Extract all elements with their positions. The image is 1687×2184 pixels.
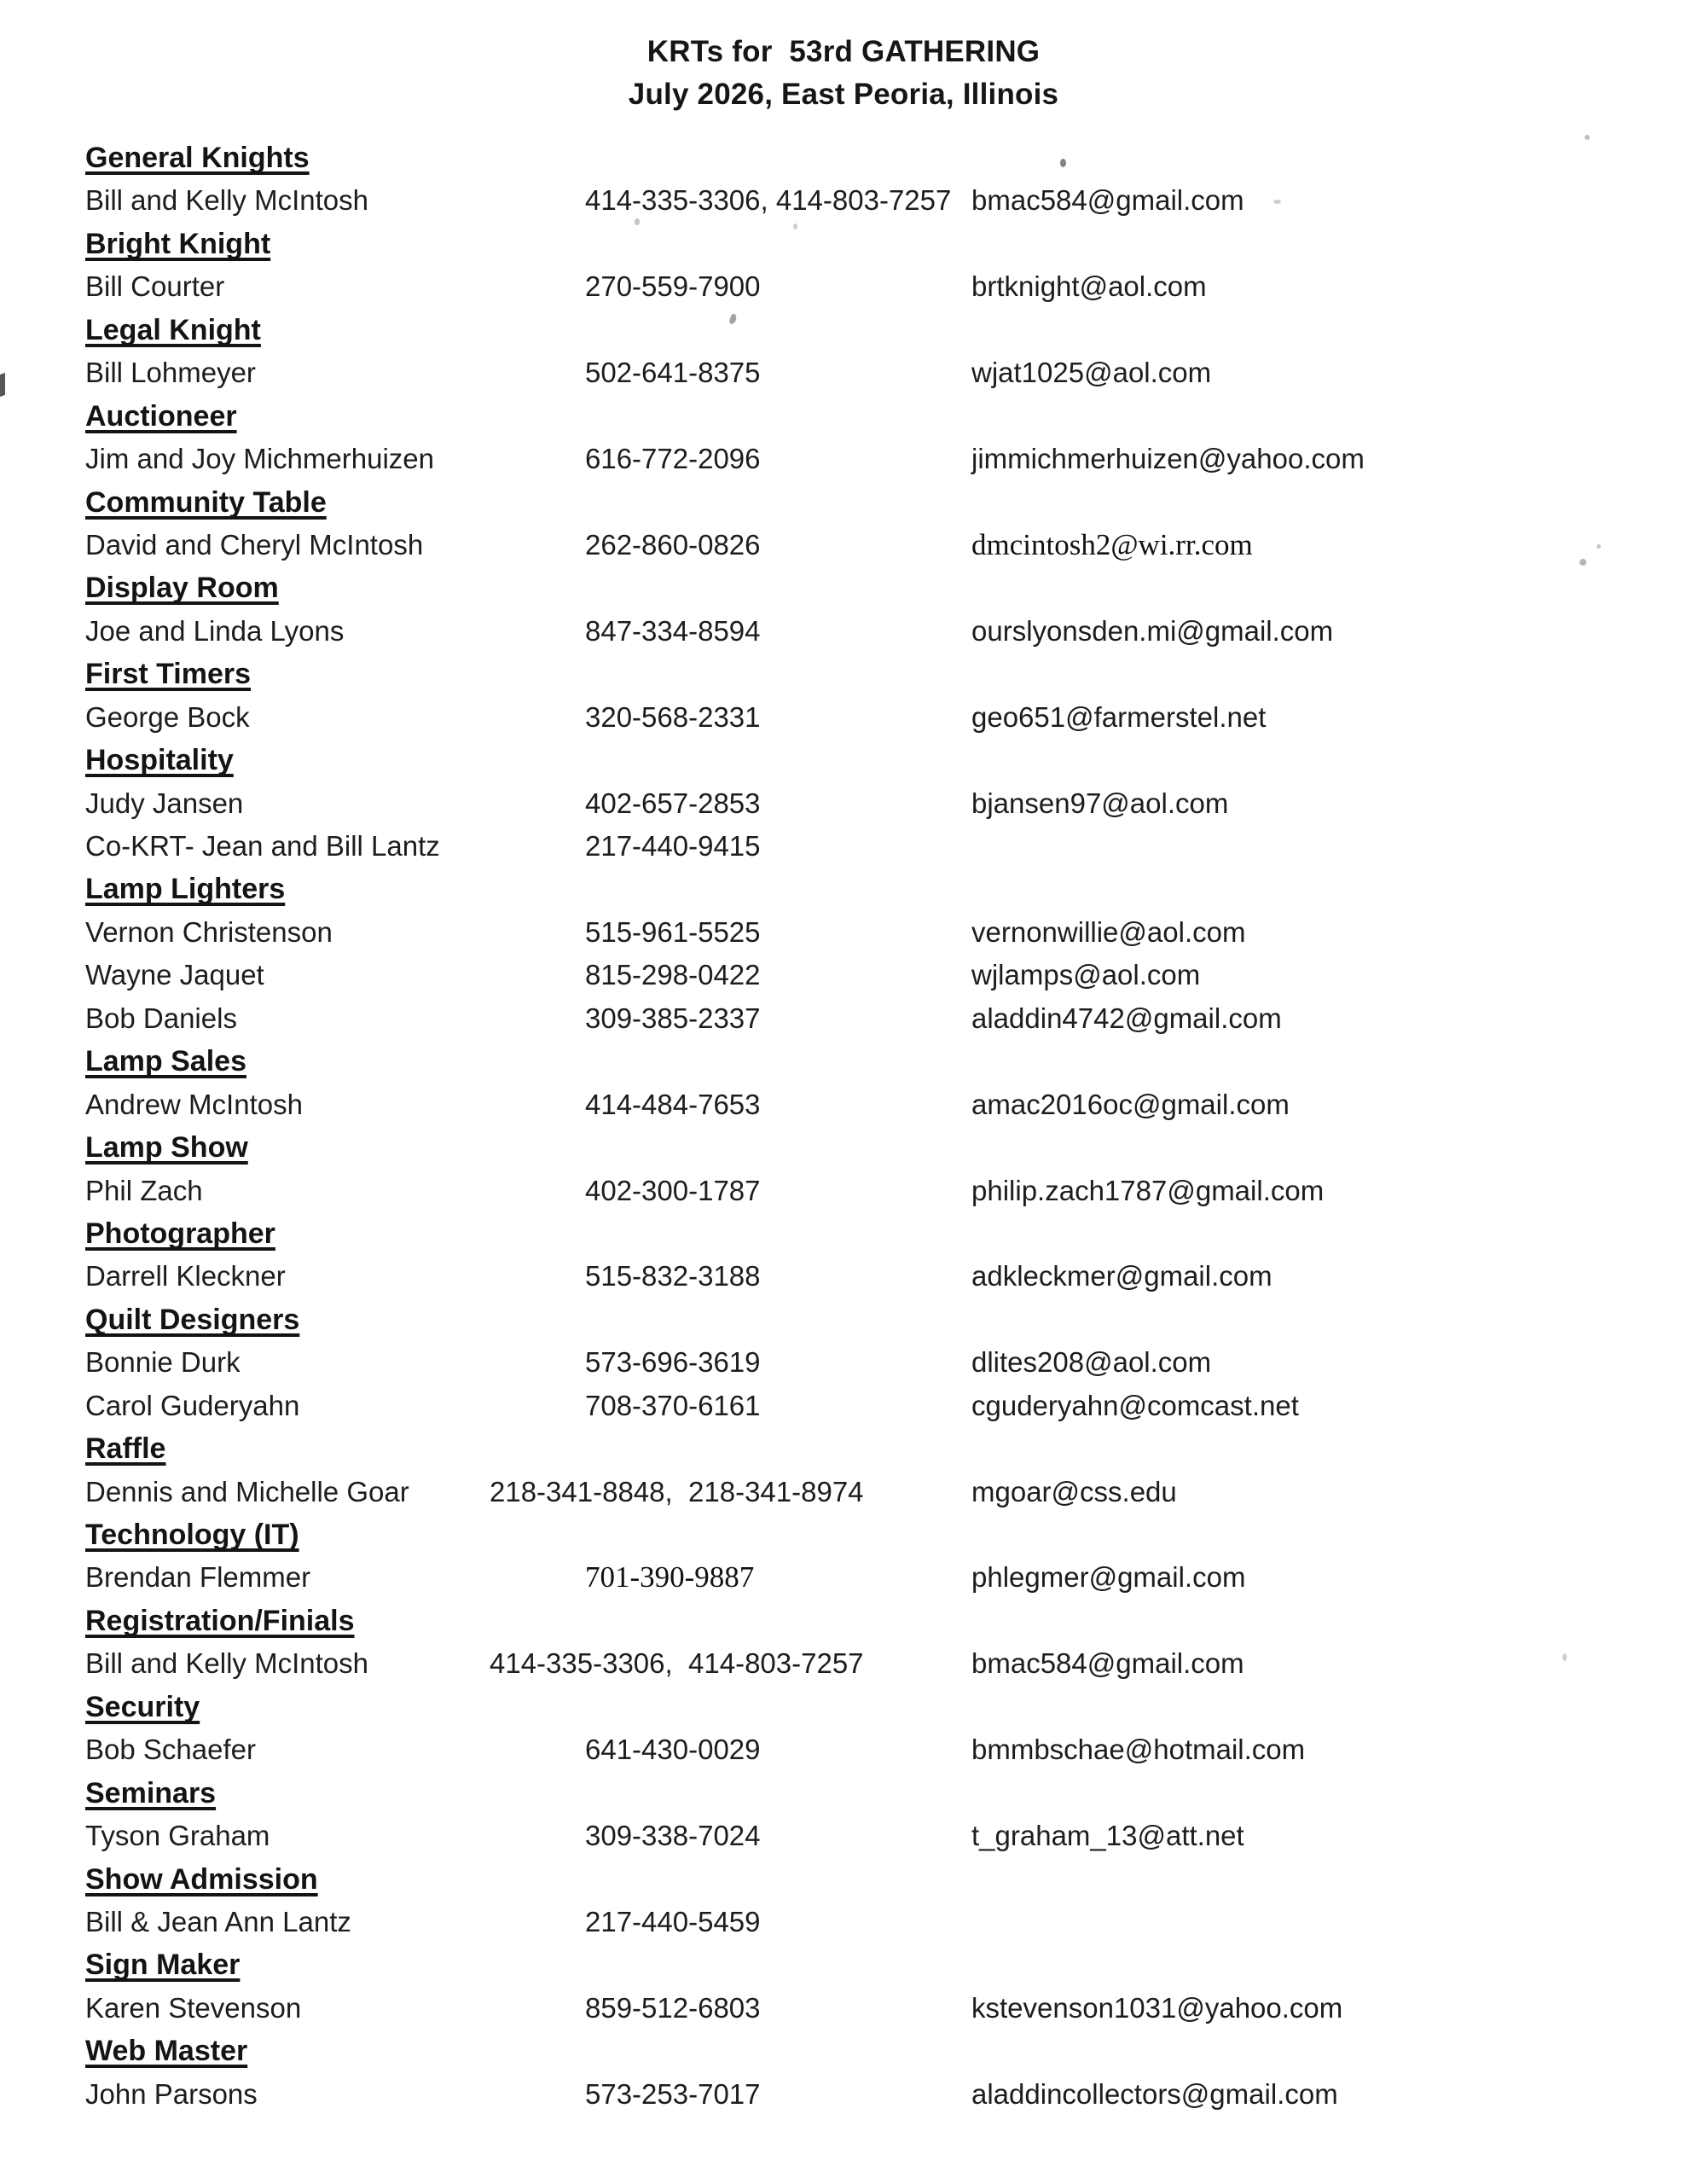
contact-name: Phil Zach <box>85 1174 203 1206</box>
contact-name: Bill Courter <box>85 270 225 303</box>
contact-row <box>85 1728 1636 1771</box>
contact-email: ourslyonsden.mi@gmail.com <box>971 614 1334 647</box>
section-heading: First Timers <box>85 658 252 691</box>
contact-email: t_graham_13@att.net <box>971 1820 1244 1852</box>
contact-name: George Bock <box>85 700 250 733</box>
section-heading-line <box>85 1040 1636 1083</box>
section <box>85 481 1636 567</box>
contact-email: aladdin4742@gmail.com <box>971 1002 1282 1034</box>
contact-name: Bill and Kelly McIntosh <box>85 184 368 217</box>
contact-phone: 262-860-0826 <box>585 528 761 561</box>
contact-phone: 708-370-6161 <box>585 1389 761 1421</box>
contact-row <box>85 782 1636 825</box>
contact-row <box>85 351 1636 394</box>
contact-row <box>85 1255 1636 1298</box>
contact-row <box>85 1170 1636 1212</box>
contact-row <box>85 438 1636 480</box>
contact-phone: 641-430-0029 <box>585 1734 761 1766</box>
section-heading-line <box>85 1298 1636 1341</box>
contact-phone: 573-253-7017 <box>585 2077 761 2110</box>
contact-phone: 573-696-3619 <box>585 1346 761 1379</box>
contact-email: phlegmer@gmail.com <box>971 1561 1246 1594</box>
contact-row <box>85 954 1636 996</box>
contact-email: aladdincollectors@gmail.com <box>971 2077 1338 2110</box>
section-heading-line <box>85 1943 1636 1986</box>
section-heading-line <box>85 1513 1636 1556</box>
contact-row <box>85 265 1636 308</box>
section-heading: Registration/Finials <box>85 1604 355 1637</box>
contact-email: dlites208@aol.com <box>971 1346 1212 1379</box>
section <box>85 868 1636 1040</box>
contact-name: Carol Guderyahn <box>85 1389 300 1421</box>
section-heading: Seminars <box>85 1776 217 1809</box>
section <box>85 1427 1636 1513</box>
contact-phone: 218-341-8848, 218-341-8974 <box>490 1475 864 1507</box>
contact-email: adkleckmer@gmail.com <box>971 1260 1272 1292</box>
section-heading: Web Master <box>85 2035 248 2068</box>
contact-phone: 309-385-2337 <box>585 1002 761 1034</box>
contact-email: geo651@farmerstel.net <box>971 700 1267 733</box>
section-heading-line <box>85 2030 1636 2072</box>
section-heading: Hospitality <box>85 744 234 777</box>
contact-row <box>85 1083 1636 1126</box>
contact-email: brtknight@aol.com <box>971 270 1207 303</box>
contact-email: philip.zach1787@gmail.com <box>971 1174 1325 1206</box>
section-heading: Lamp Show <box>85 1131 248 1165</box>
contact-row <box>85 911 1636 954</box>
contact-phone: 309-338-7024 <box>585 1820 761 1852</box>
contact-row <box>85 825 1636 868</box>
section-heading-line <box>85 309 1636 351</box>
document-title: KRTs for 53rd GATHERING <box>646 35 1041 68</box>
contact-phone: 616-772-2096 <box>585 443 761 475</box>
contact-list <box>85 136 1636 2116</box>
contact-name: Karen Stevenson <box>85 1991 302 2024</box>
contact-name: Joe and Linda Lyons <box>85 614 345 647</box>
contact-email: vernonwillie@aol.com <box>971 915 1246 948</box>
contact-name: Bill & Jean Ann Lantz <box>85 1905 351 1937</box>
section-heading: Community Table <box>85 485 327 519</box>
section-heading-line <box>85 1858 1636 1901</box>
section-heading-line <box>85 136 1636 179</box>
section <box>85 395 1636 481</box>
contact-phone: 270-559-7900 <box>585 270 761 303</box>
contact-email: jimmichmerhuizen@yahoo.com <box>971 443 1365 475</box>
section-heading-line <box>85 1126 1636 1169</box>
contact-name: Bonnie Durk <box>85 1346 241 1379</box>
contact-phone: 701-390-9887 <box>585 1560 755 1594</box>
section <box>85 653 1636 739</box>
section-heading-line <box>85 1600 1636 1642</box>
contact-phone: 402-300-1787 <box>585 1174 761 1206</box>
contact-name: Andrew McIntosh <box>85 1088 303 1120</box>
section-heading-line <box>85 223 1636 265</box>
section-heading: Legal Knight <box>85 313 261 346</box>
contact-row <box>85 179 1636 222</box>
contact-phone: 502-641-8375 <box>585 357 761 389</box>
contact-phone: 414-484-7653 <box>585 1088 761 1120</box>
contact-name: Bob Daniels <box>85 1002 237 1034</box>
section <box>85 1858 1636 1944</box>
section <box>85 309 1636 395</box>
contact-email: amac2016oc@gmail.com <box>971 1088 1290 1120</box>
section-heading: Bright Knight <box>85 227 271 260</box>
contact-row <box>85 524 1636 566</box>
contact-email: wjlamps@aol.com <box>971 959 1201 991</box>
contact-email: kstevenson1031@yahoo.com <box>971 1991 1343 2024</box>
contact-phone: 402-657-2853 <box>585 787 761 819</box>
section-heading-line <box>85 653 1636 695</box>
section-heading: Photographer <box>85 1217 275 1250</box>
section <box>85 2030 1636 2116</box>
section <box>85 223 1636 309</box>
scan-edge-mark <box>0 373 5 397</box>
contact-name: Brendan Flemmer <box>85 1561 311 1594</box>
contact-name: Bob Schaefer <box>85 1734 256 1766</box>
contact-name: John Parsons <box>85 2077 258 2110</box>
section <box>85 1040 1636 1126</box>
contact-name: Co-KRT- Jean and Bill Lantz <box>85 830 440 862</box>
contact-phone: 320-568-2331 <box>585 700 761 733</box>
contact-phone: 414-335-3306, 414-803-7257 <box>490 1647 864 1680</box>
contact-name: Dennis and Michelle Goar <box>85 1475 409 1507</box>
contact-phone: 859-512-6803 <box>585 1991 761 2024</box>
section-heading-line <box>85 868 1636 910</box>
contact-row <box>85 696 1636 739</box>
contact-row <box>85 1556 1636 1599</box>
contact-name: Darrell Kleckner <box>85 1260 286 1292</box>
document-subtitle: July 2026, East Peoria, Illinois <box>628 78 1059 111</box>
section-heading: Quilt Designers <box>85 1303 300 1336</box>
contact-phone: 815-298-0422 <box>585 959 761 991</box>
section <box>85 1212 1636 1298</box>
contact-phone: 414-335-3306, 414-803-7257 <box>585 184 952 217</box>
contact-name: Vernon Christenson <box>85 915 333 948</box>
section-heading-line <box>85 1212 1636 1255</box>
section-heading: Show Admission <box>85 1862 318 1896</box>
section <box>85 1298 1636 1427</box>
section <box>85 1126 1636 1212</box>
section-heading-line <box>85 481 1636 524</box>
section-heading: Security <box>85 1690 200 1723</box>
section <box>85 566 1636 653</box>
section-heading: Raffle <box>85 1432 166 1466</box>
contact-name: Jim and Joy Michmerhuizen <box>85 443 434 475</box>
contact-row <box>85 1901 1636 1943</box>
contact-name: Tyson Graham <box>85 1820 270 1852</box>
contact-email: bjansen97@aol.com <box>971 787 1229 819</box>
contact-phone: 515-961-5525 <box>585 915 761 948</box>
contact-email: bmmbschae@hotmail.com <box>971 1734 1306 1766</box>
contact-email: bmac584@gmail.com <box>971 1647 1244 1680</box>
section-heading-line <box>85 395 1636 438</box>
contact-name: Bill and Kelly McIntosh <box>85 1647 368 1680</box>
contact-name: Judy Jansen <box>85 787 244 819</box>
section-heading: General Knights <box>85 142 310 174</box>
contact-email: dmcintosh2@wi.rr.com <box>971 527 1253 561</box>
section-heading-line <box>85 566 1636 609</box>
section-heading: Lamp Sales <box>85 1045 246 1078</box>
section-heading: Technology (IT) <box>85 1519 299 1551</box>
contact-row <box>85 1815 1636 1857</box>
section-heading-line <box>85 1686 1636 1728</box>
section-heading-line <box>85 739 1636 781</box>
contact-row <box>85 2073 1636 2116</box>
contact-email: bmac584@gmail.com <box>971 184 1244 217</box>
contact-phone: 217-440-5459 <box>585 1905 761 1937</box>
contact-phone: 217-440-9415 <box>585 830 761 862</box>
contact-row <box>85 1987 1636 2030</box>
contact-row <box>85 1341 1636 1384</box>
section-heading-line <box>85 1427 1636 1470</box>
contact-row <box>85 1385 1636 1427</box>
section <box>85 1943 1636 2030</box>
section-heading: Auctioneer <box>85 399 237 433</box>
contact-row <box>85 997 1636 1040</box>
section <box>85 136 1636 223</box>
section-heading: Lamp Lighters <box>85 873 286 906</box>
contact-row <box>85 1471 1636 1513</box>
section <box>85 1600 1636 1686</box>
contact-phone: 515-832-3188 <box>585 1260 761 1292</box>
section <box>85 739 1636 868</box>
contact-name: Bill Lohmeyer <box>85 357 256 389</box>
section <box>85 1772 1636 1858</box>
contact-row <box>85 610 1636 653</box>
contact-phone: 847-334-8594 <box>585 614 761 647</box>
section <box>85 1686 1636 1772</box>
contact-name: David and Cheryl McIntosh <box>85 528 424 561</box>
contact-email: mgoar@css.edu <box>971 1475 1177 1507</box>
contact-row <box>85 1642 1636 1685</box>
section-heading: Sign Maker <box>85 1949 241 1982</box>
contact-name: Wayne Jaquet <box>85 959 264 991</box>
section-heading: Display Room <box>85 572 279 605</box>
section-heading-line <box>85 1772 1636 1815</box>
section <box>85 1513 1636 1600</box>
contact-email: cguderyahn@comcast.net <box>971 1389 1299 1421</box>
contact-email: wjat1025@aol.com <box>971 357 1212 389</box>
